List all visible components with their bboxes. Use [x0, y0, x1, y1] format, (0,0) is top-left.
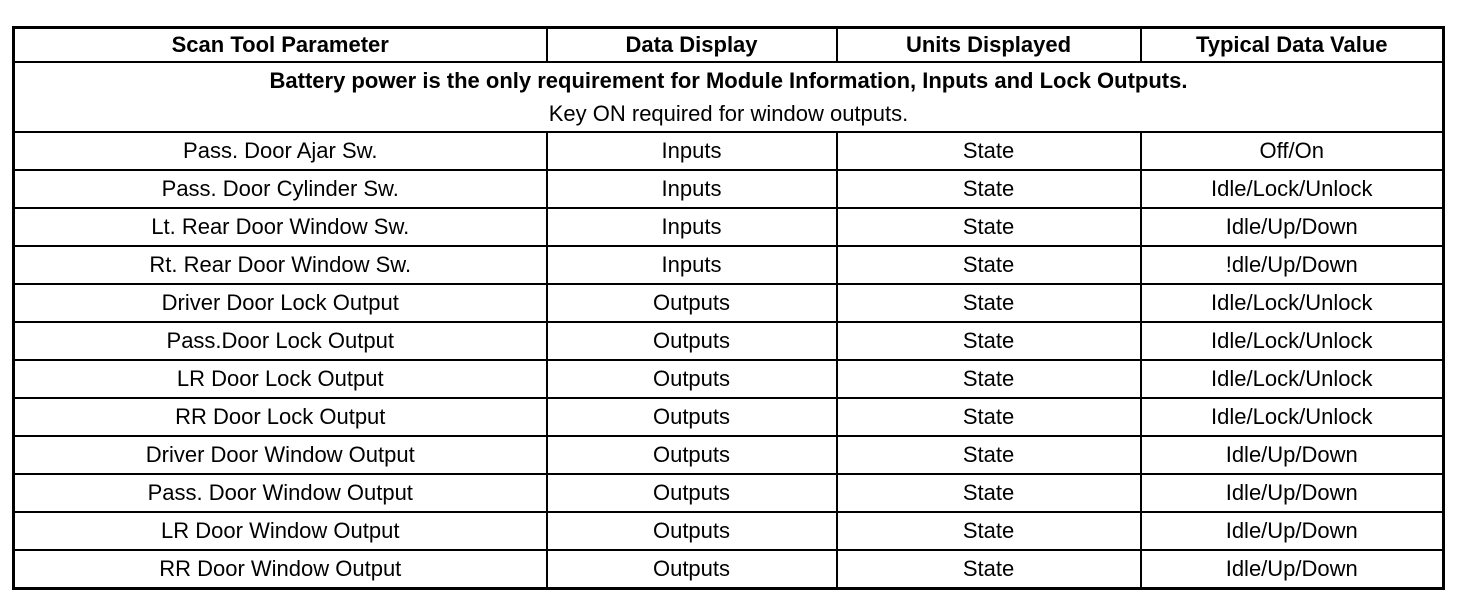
cell-units-displayed: State — [837, 284, 1141, 322]
table-row — [14, 474, 1444, 512]
cell-typical-data-value: Idle/Lock/Unlock — [1141, 360, 1444, 398]
cell-typical-data-value: Idle/Up/Down — [1141, 512, 1444, 550]
cell-scan-tool-parameter: Pass. Door Cylinder Sw. — [14, 170, 547, 208]
header-data-display: Data Display — [547, 28, 837, 63]
header-row — [14, 28, 1444, 63]
table-row — [14, 360, 1444, 398]
scan-tool-data-table — [12, 26, 1445, 590]
cell-units-displayed: State — [837, 208, 1141, 246]
table-row — [14, 512, 1444, 550]
table-row — [14, 550, 1444, 589]
table-row — [14, 132, 1444, 170]
cell-scan-tool-parameter: Rt. Rear Door Window Sw. — [14, 246, 547, 284]
cell-data-display: Inputs — [547, 170, 837, 208]
table-row — [14, 322, 1444, 360]
scan-tool-data-table-container — [12, 26, 1442, 590]
table-row — [14, 246, 1444, 284]
note-cell — [14, 62, 1444, 132]
cell-units-displayed: State — [837, 360, 1141, 398]
cell-typical-data-value: Idle/Up/Down — [1141, 550, 1444, 589]
table-row — [14, 436, 1444, 474]
cell-typical-data-value: Off/On — [1141, 132, 1444, 170]
cell-typical-data-value: Idle/Lock/Unlock — [1141, 284, 1444, 322]
header-units-displayed: Units Displayed — [837, 28, 1141, 63]
table-body — [14, 62, 1444, 589]
cell-data-display: Outputs — [547, 284, 837, 322]
cell-scan-tool-parameter: LR Door Lock Output — [14, 360, 547, 398]
header-typical-data-value: Typical Data Value — [1141, 28, 1444, 63]
cell-scan-tool-parameter: Pass.Door Lock Output — [14, 322, 547, 360]
cell-data-display: Inputs — [547, 208, 837, 246]
cell-units-displayed: State — [837, 436, 1141, 474]
cell-scan-tool-parameter: Pass. Door Ajar Sw. — [14, 132, 547, 170]
cell-data-display: Outputs — [547, 398, 837, 436]
cell-units-displayed: State — [837, 132, 1141, 170]
cell-typical-data-value: Idle/Lock/Unlock — [1141, 398, 1444, 436]
cell-scan-tool-parameter: RR Door Window Output — [14, 550, 547, 589]
cell-data-display: Outputs — [547, 436, 837, 474]
cell-scan-tool-parameter: Driver Door Window Output — [14, 436, 547, 474]
cell-data-display: Outputs — [547, 360, 837, 398]
note-battery-power: Battery power is the only requirement for Module Information, Inputs and Lock Outputs. — [269, 68, 1188, 93]
cell-units-displayed: State — [837, 398, 1141, 436]
table-row — [14, 208, 1444, 246]
cell-typical-data-value: Idle/Lock/Unlock — [1141, 322, 1444, 360]
cell-data-display: Outputs — [547, 550, 837, 589]
cell-data-display: Inputs — [547, 246, 837, 284]
cell-units-displayed: State — [837, 170, 1141, 208]
cell-typical-data-value: Idle/Up/Down — [1141, 474, 1444, 512]
note-row — [14, 62, 1444, 132]
cell-units-displayed: State — [837, 474, 1141, 512]
cell-typical-data-value: Idle/Up/Down — [1141, 436, 1444, 474]
cell-data-display: Outputs — [547, 512, 837, 550]
cell-typical-data-value: Idle/Lock/Unlock — [1141, 170, 1444, 208]
note-key-on: Key ON required for window outputs. — [548, 101, 909, 126]
cell-typical-data-value: !dle/Up/Down — [1141, 246, 1444, 284]
cell-scan-tool-parameter: RR Door Lock Output — [14, 398, 547, 436]
cell-scan-tool-parameter: Pass. Door Window Output — [14, 474, 547, 512]
cell-scan-tool-parameter: Driver Door Lock Output — [14, 284, 547, 322]
cell-data-display: Outputs — [547, 322, 837, 360]
cell-units-displayed: State — [837, 246, 1141, 284]
header-scan-tool-parameter: Scan Tool Parameter — [14, 28, 547, 63]
table-header — [14, 28, 1444, 63]
table-row — [14, 398, 1444, 436]
cell-typical-data-value: Idle/Up/Down — [1141, 208, 1444, 246]
cell-data-display: Outputs — [547, 474, 837, 512]
cell-data-display: Inputs — [547, 132, 837, 170]
cell-units-displayed: State — [837, 550, 1141, 589]
cell-units-displayed: State — [837, 512, 1141, 550]
cell-scan-tool-parameter: LR Door Window Output — [14, 512, 547, 550]
cell-units-displayed: State — [837, 322, 1141, 360]
cell-scan-tool-parameter: Lt. Rear Door Window Sw. — [14, 208, 547, 246]
table-row — [14, 284, 1444, 322]
table-row — [14, 170, 1444, 208]
